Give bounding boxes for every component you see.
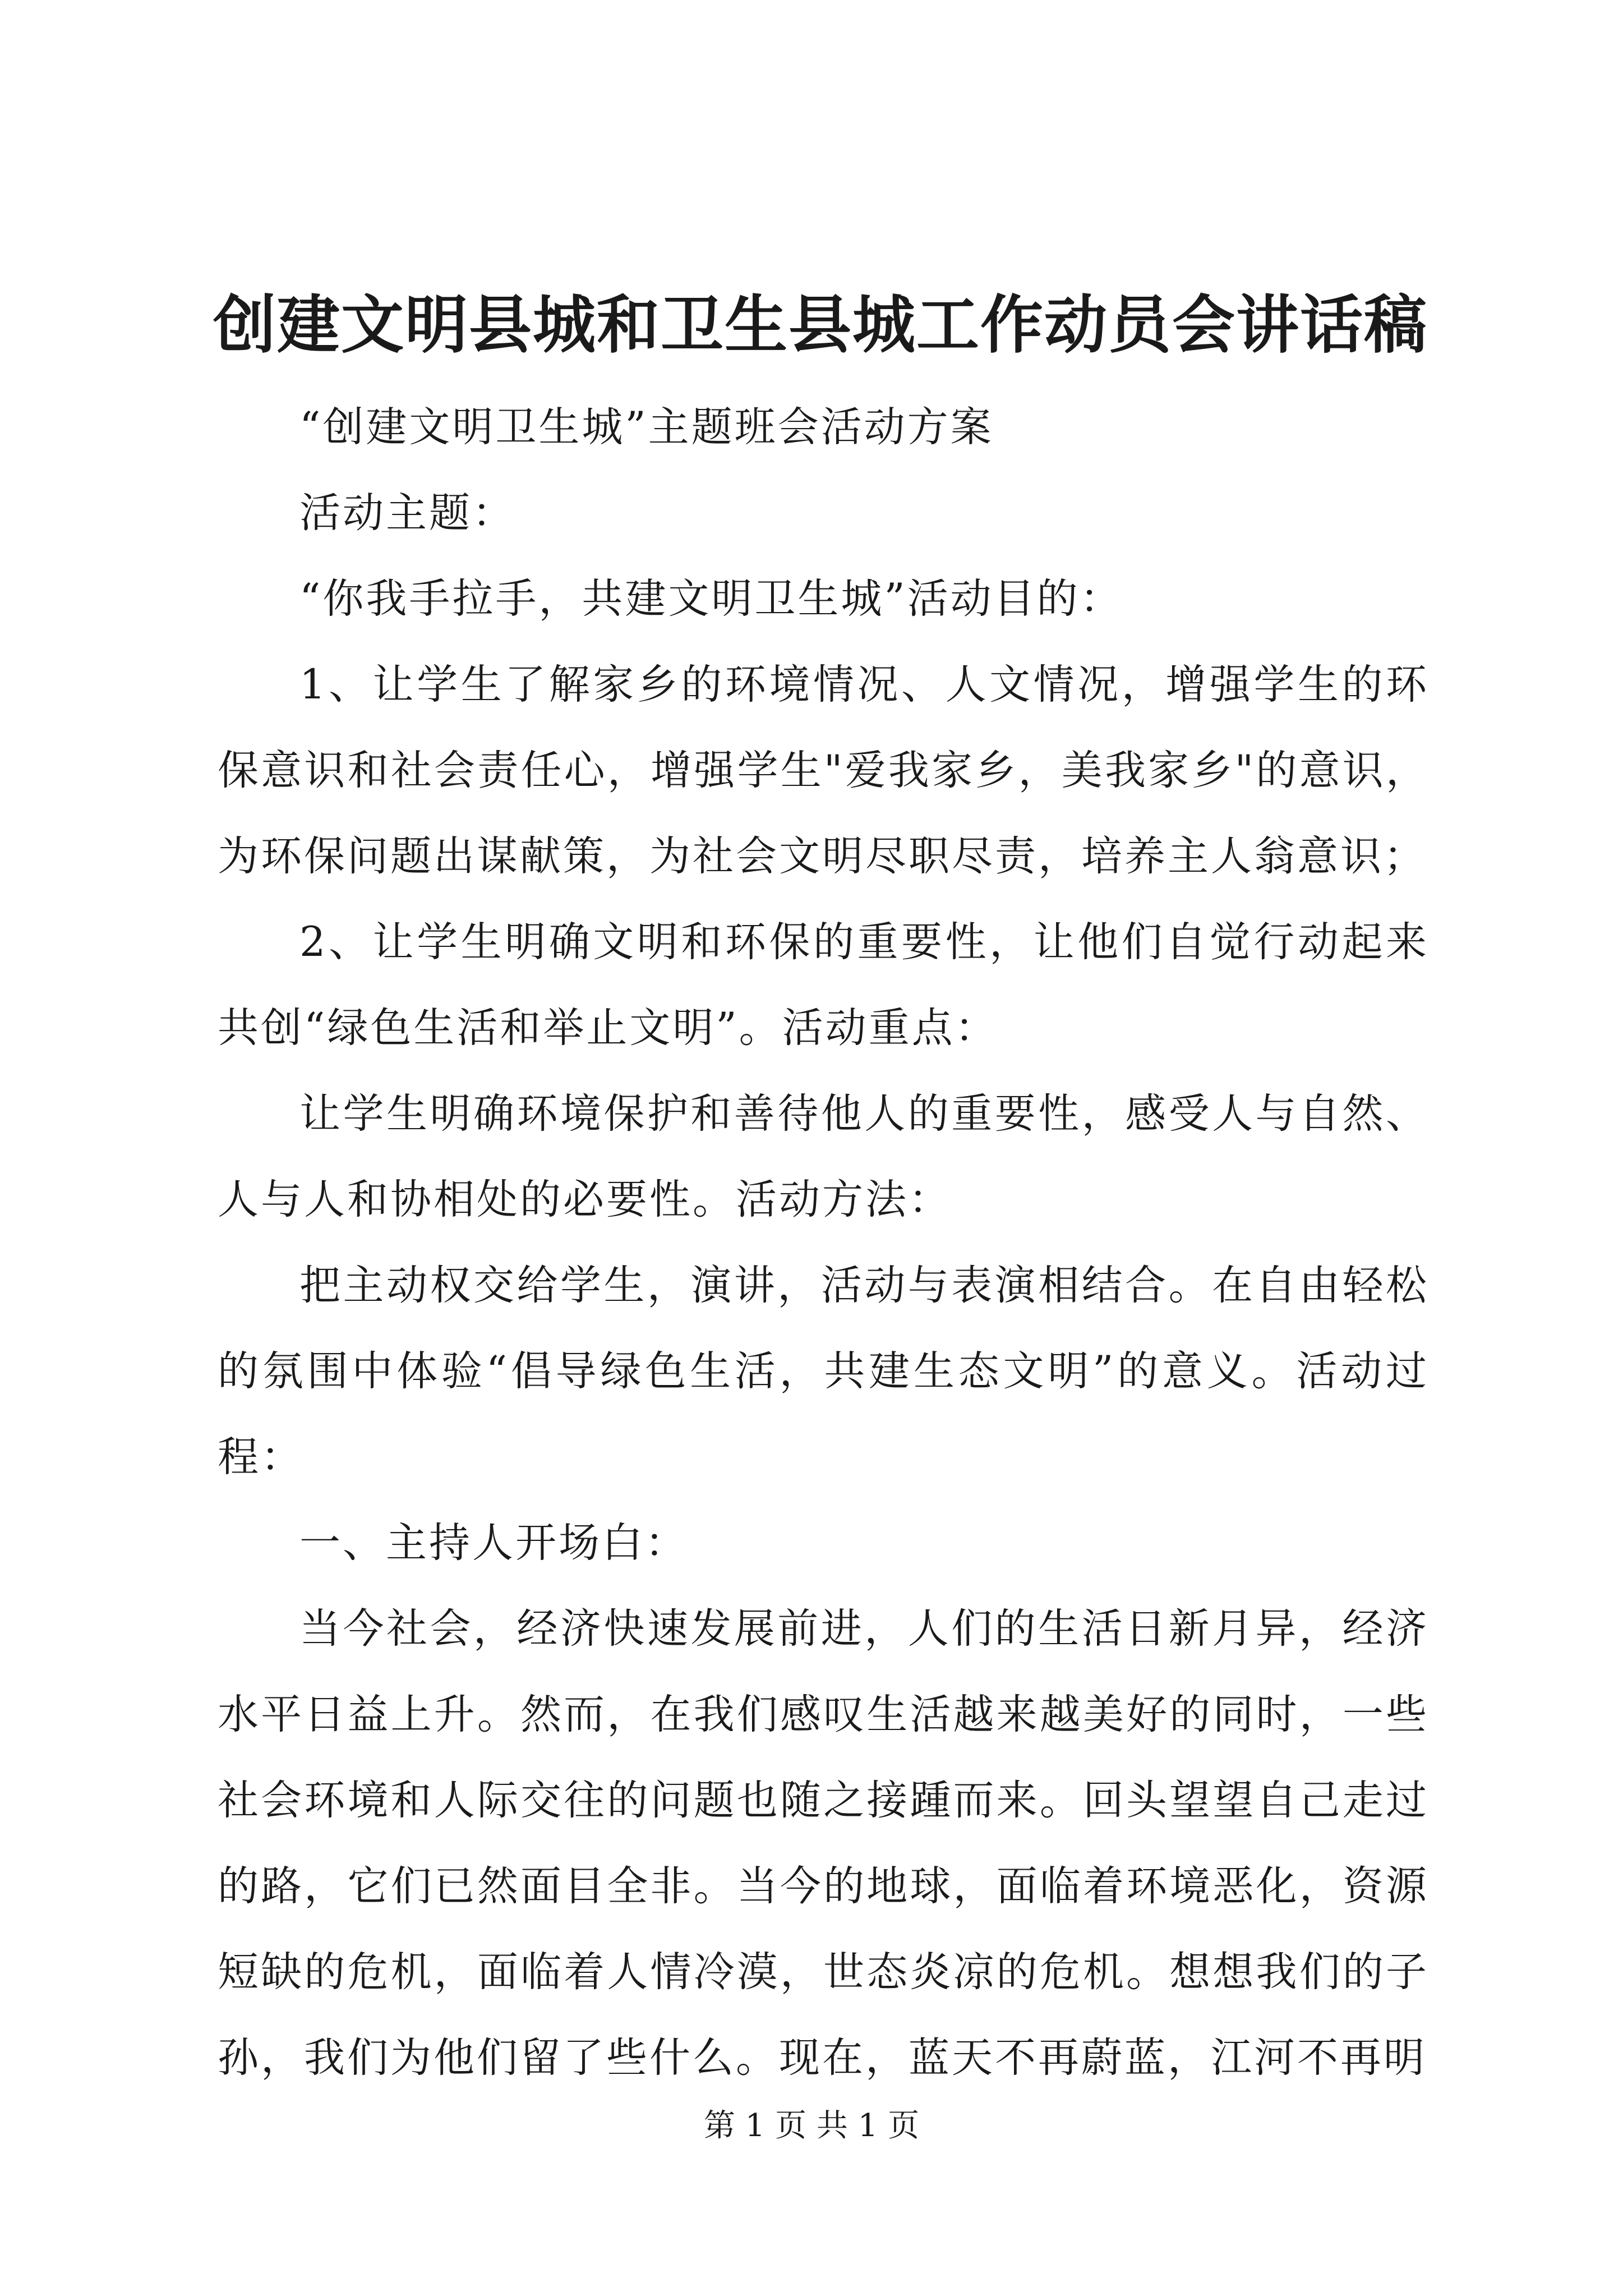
paragraph-theme-label: 活动主题： <box>299 489 515 537</box>
paragraph-opening-speech: 当今社会，经济快速发展前进，人们的生活日新月异，经济水平日益上升。然而，在我们感叹生活越来越美好的同时，一些社会环境和人际交往的问题也随之接踵而来。回头望望自己走过的路，它们已然面目全非。当今的地球，面临着环境恶化，资源短缺的危机，面临着人情冷漠，世态炎凉的危机。想想我们的子孙，我们为他们留了些什么。现在，蓝天不再蔚蓝，江河不再明 <box>218 1605 1429 2082</box>
document-body <box>218 384 1429 2101</box>
paragraph-method: 把主动权交给学生，演讲，活动与表演相结合。在自由轻松的氛围中体验“倡导绿色生活，共建生态文明”的意义。活动过程： <box>218 1262 1429 1481</box>
paragraph-goal-1: 1、让学生了解家乡的环境情况、人文情况，增强学生的环保意识和社会责任心，增强学生"爱我家乡，美我家乡"的意识，为环保问题出谋献策，为社会文明尽职尽责，培养主人翁意识； <box>218 661 1429 880</box>
paragraph-focus: 让学生明确环境保护和善待他人的重要性，感受人与自然、人与人和协相处的必要性。活动方法： <box>218 1090 1429 1223</box>
document-title: 创建文明县城和卫生县城工作动员会讲话稿 <box>213 288 1428 362</box>
paragraph-theme: “你我手拉手，共建文明卫生城”活动目的： <box>299 575 1123 623</box>
page-footer: 第 1 页 共 1 页 <box>703 2108 920 2144</box>
paragraph-subtitle: “创建文明卫生城”主题班会活动方案 <box>299 403 994 451</box>
paragraph-goal-2: 2、让学生明确文明和环保的重要性，让他们自觉行动起来共创“绿色生活和举止文明”。活动重点： <box>218 918 1429 1052</box>
paragraph-section-1-heading: 一、主持人开场白： <box>299 1519 688 1567</box>
